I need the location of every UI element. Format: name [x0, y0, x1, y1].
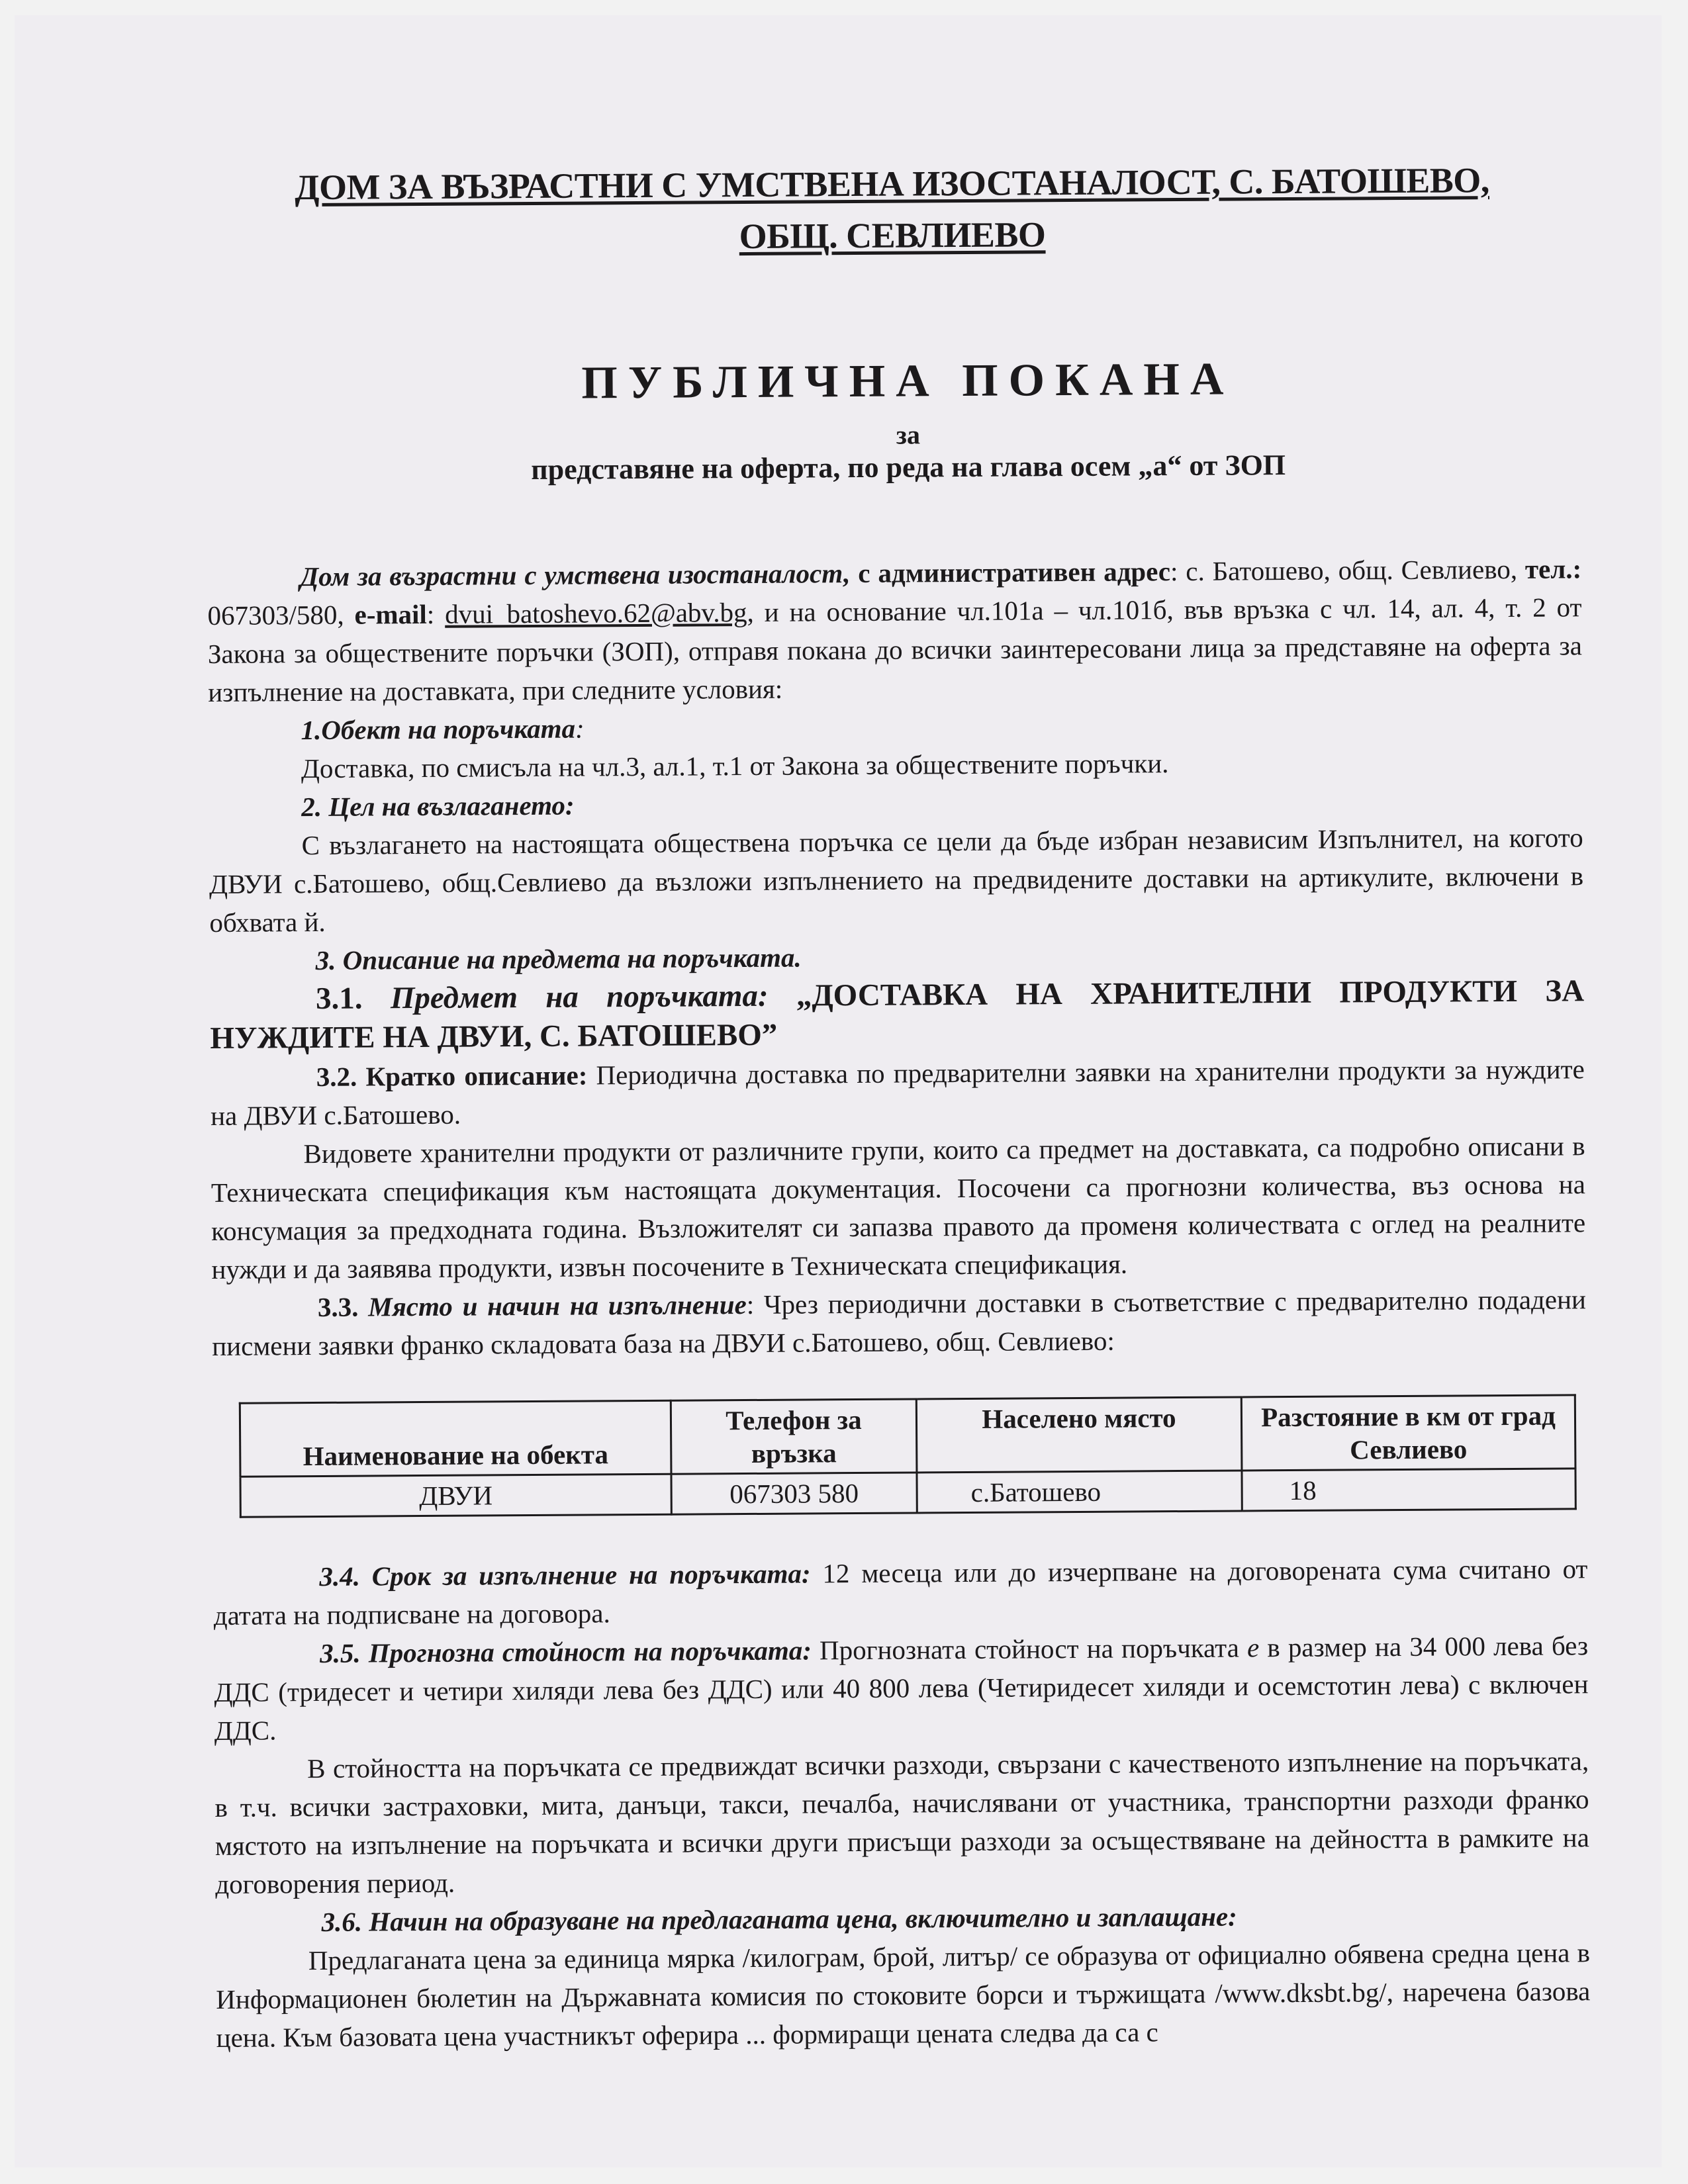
document-title: ПУБЛИЧНА ПОКАНА [581, 353, 1235, 409]
section-3-6-title: 3.6. Начин на образуване на предлаганата цена, включително и заплащане: [321, 1901, 1237, 1937]
org-name: Дом за възрастни с умствена изостаналост, [300, 558, 851, 592]
site-table-header: Наименование на обекта [240, 1400, 671, 1477]
admin-label: с административен адрес [850, 556, 1171, 589]
site-distance-cell: 18 [1242, 1469, 1575, 1511]
section-3-4 [213, 1549, 1588, 1635]
section-3-5-e: е [1246, 1632, 1260, 1663]
section-3-title: 3. Описание на предмета на поръчката. [315, 942, 802, 976]
section-3-3-text: : Чрез периодични доставки в съответствие с предварително подадени писмени заявки франко складовата база на ДВУИ с.Батошево, общ. Севлиево: [212, 1284, 1587, 1361]
section-3-3-number: 3.3. [317, 1291, 369, 1322]
section-3-1 [210, 972, 1585, 1058]
section-3-1-label: Предмет на поръчката: [390, 978, 769, 1016]
email-label: e-mail [354, 598, 427, 630]
site-table-header-row [240, 1395, 1575, 1477]
section-3-5-label: 3.5. Прогнозна стойност на поръчката: [319, 1635, 812, 1668]
section-3-1-subject: „ДОСТАВКА НА ХРАНИТЕЛНИ ПРОДУКТИ ЗА НУЖДИТЕ НА ДВУИ, С. БАТОШЕВО” [210, 974, 1585, 1056]
section-3-6-text: Предлаганата цена за единица мярка /килограм, брой, литър/ се образува от официално обявена средна цена в Информационен бюлетин на Държавната комисия по стоковите борси и тържищата /www.dksbt.bg/, наречена базова цена. Към базовата цена участникът оферира ... формиращи цената следва да са с [216, 1937, 1591, 2053]
section-2-text: С възлагането на настоящата обществена поръчка се цели да бъде избран независим Изпълнител, на когото ДВУИ с.Батошево, общ.Севлиево да възложи изпълнението на предвидените доставки на артикулите, включени в обхвата й. [209, 822, 1584, 938]
section-3-5-paragraph-2: В стойността на поръчката се предвиждат всички разходи, свързани с качественото изпълнение на поръчката, в т.ч. всички застраховки, мита, данъци, такси, печалба, начислявани от участника, транспортни разходи франко мястото на изпълнение на поръчката и всички други присъщи разходи за осъществяване на дейността в рамките на договорения период. [214, 1745, 1589, 1899]
section-3-2 [211, 1050, 1585, 1135]
institution-header-line1: ДОМ ЗА ВЪЗРАСТНИ С УМСТВЕНА ИЗОСТАНАЛОСТ, С. БАТОШЕВО, [295, 160, 1490, 208]
site-table [239, 1394, 1577, 1518]
document-title-za: за [896, 420, 921, 450]
section-3-2-text: Периодична доставка по предварителни заявки на хранителни продукти за нуждите на ДВУИ с.Батошево. [211, 1054, 1585, 1131]
section-1-text: Доставка, по смисъла на чл.3, ал.1, т.1 от Закона за обществените поръчки. [301, 748, 1169, 784]
address: : с. Батошево, общ. Севлиево, [1170, 553, 1526, 587]
email-link[interactable]: dvui_batoshevo.62@abv.bg [444, 597, 747, 629]
site-table-header: Телефон за връзка [671, 1399, 917, 1474]
intro-rest: , и на основание чл.101а – чл.101б, във връзка с чл. 14, ал. 4, т. 2 от Закона за обществените поръчки (ЗОП), отправя покана до всички заинтересовани лица за представяне на оферта за изпълнение на доставката, при следните условия: [207, 592, 1582, 707]
site-table-header: Разстояние в км от град Севлиево [1241, 1395, 1575, 1471]
site-table-header: Населено място [916, 1397, 1242, 1473]
section-3-1-number: 3.1. [315, 981, 391, 1016]
section-3-5-text-a: Прогнозната стойност на поръчката [811, 1632, 1248, 1666]
tel-label: тел.: [1524, 553, 1582, 584]
scanned-page [15, 15, 1662, 2167]
institution-header [205, 154, 1579, 265]
section-3-2-label: 3.2. Кратко описание: [316, 1060, 588, 1092]
email-separator: : [426, 598, 445, 629]
section-3-3 [212, 1280, 1587, 1365]
section-3-5 [214, 1626, 1589, 1750]
section-2-title: 2. Цел на възлагането: [301, 790, 575, 823]
intro-paragraph [207, 549, 1582, 711]
site-place-cell: с.Батошево [917, 1471, 1242, 1513]
section-3-4-label: 3.4. Срок за изпълнение на поръчката: [319, 1558, 811, 1592]
section-3-5-text-b: в размер на 34 000 лева без ДДС (тридесет и четири хиляди лева без ДДС) или 40 800 лева (Четиридесет хиляди и осемстотин лева) с включен ДДС. [214, 1630, 1589, 1746]
institution-header-line2: ОБЩ. СЕВЛИЕВО [739, 214, 1046, 257]
section-1-colon: : [575, 713, 585, 744]
site-table-row [240, 1469, 1575, 1517]
section-1-title: 1.Обект на поръчката [301, 713, 576, 746]
document-subtitle: представяне на оферта, по реда на глава осем „а“ от ЗОП [531, 449, 1286, 486]
section-3-2-paragraph-2: Видовете хранителни продукти от различните групи, които са предмет на доставката, са подробно описани в Техническата спецификация към настоящата документация. Посочени са прогнозни количества, въз основа на консумация за предходната година. Възложителят си запазва правото да променя количествата с оглед на реалните нужди и да заявява продукти, извън посочените в Техническата спецификация. [211, 1130, 1586, 1285]
section-3-4-text: 12 месеца или до изчерпване на договорената сума считано от датата на подписване на договора. [213, 1553, 1588, 1631]
site-phone-cell: 067303 580 [671, 1473, 917, 1514]
tel-value: 067303/580, [207, 599, 355, 631]
document-body [207, 549, 1591, 2057]
section-3-3-label: Място и начин на изпълнение [368, 1289, 747, 1322]
site-name-cell: ДВУИ [240, 1474, 671, 1517]
